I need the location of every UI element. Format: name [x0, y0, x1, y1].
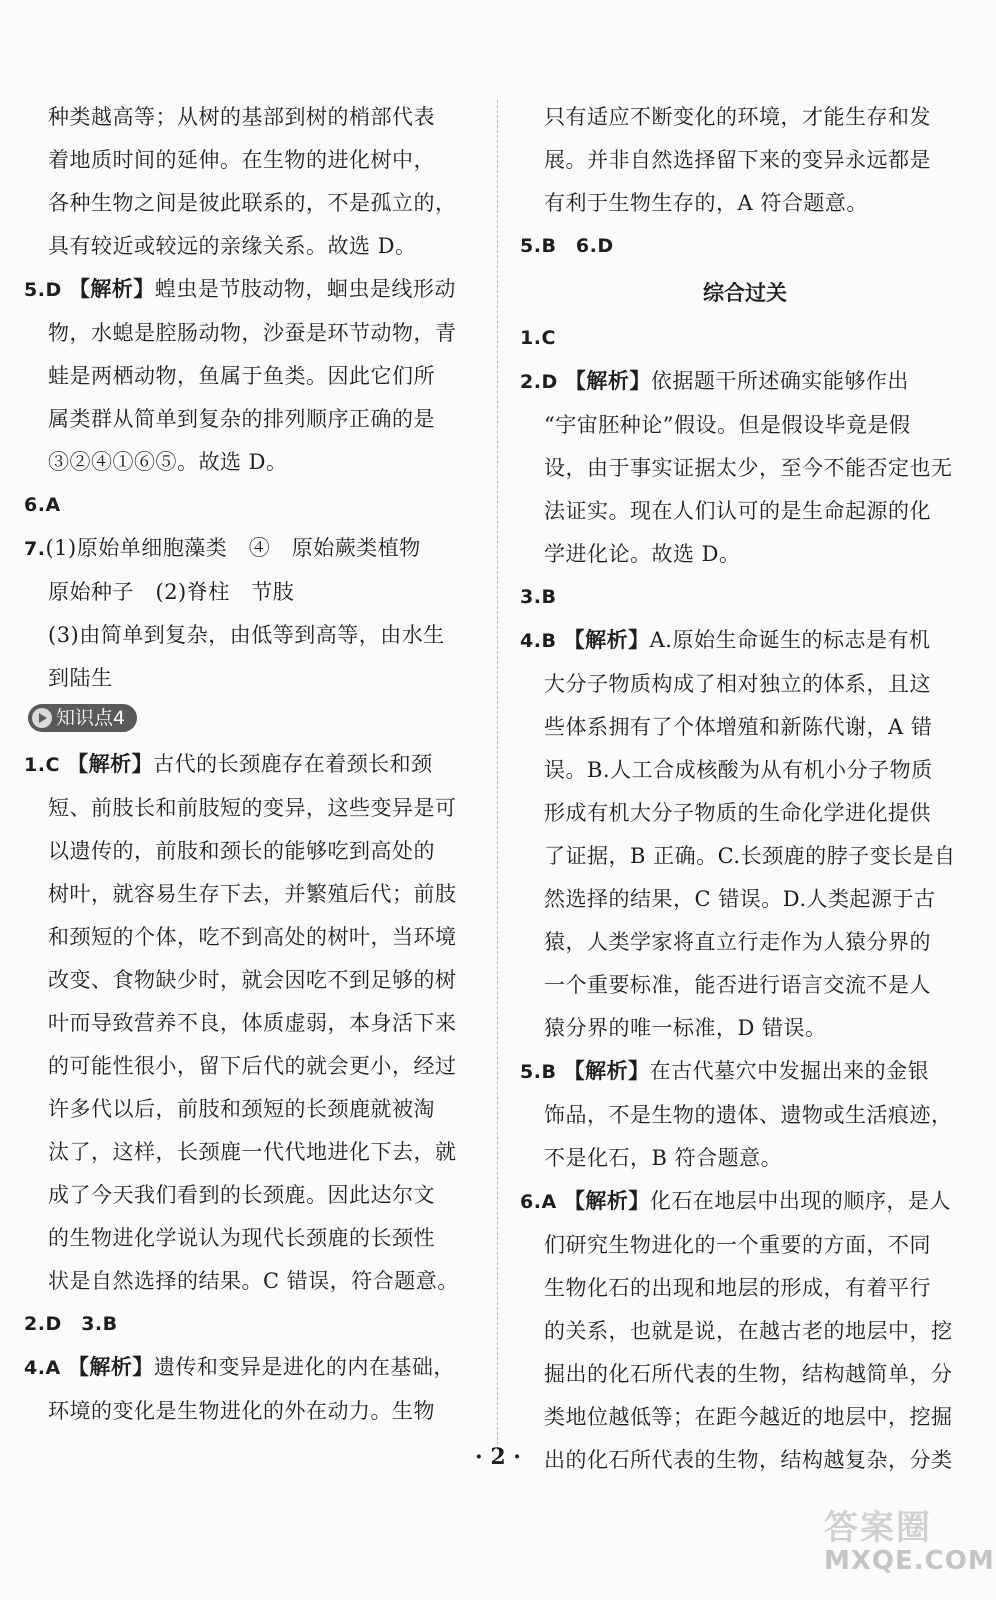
- answer-number: 6.A: [520, 1191, 557, 1213]
- text-line: 到陆生: [48, 666, 113, 690]
- text-line: 具有较近或较远的亲缘关系。故选 D。: [48, 234, 417, 258]
- text-line: 出的化石所代表的生物，结构越复杂，分类: [544, 1448, 953, 1472]
- answer-number: 1.C: [24, 754, 60, 776]
- text-line: 树叶，就容易生存下去，并繁殖后代；前肢: [48, 882, 457, 906]
- text-line: 许多代以后，前肢和颈短的长颈鹿就被淘: [48, 1097, 435, 1121]
- text-line: (3)由简单到复杂，由低等到高等，由水生: [48, 623, 445, 647]
- answer-item-7: [24, 527, 480, 571]
- answer-item-z6: [520, 1180, 970, 1224]
- text-line: ③②④①⑥⑤。故选 D。: [48, 450, 288, 474]
- text-line: 然选择的结果，C 错误。D.人类起源于古: [544, 887, 936, 911]
- answer-item-k1: [24, 743, 480, 787]
- text-line: “宇宙胚种论”假设。但是假设毕竟是假: [544, 413, 911, 437]
- text-line: 种类越高等；从树的基部到树的梢部代表: [48, 105, 435, 129]
- text-line: 着地质时间的延伸。在生物的进化树中，: [48, 148, 435, 172]
- text-line: 的关系，也就是说，在越古老的地层中，挖: [544, 1319, 953, 1343]
- text-line: 类地位越低等；在距今越近的地层中，挖掘: [544, 1405, 953, 1429]
- answer-number: 4.A: [24, 1357, 61, 1379]
- answer-item-6: 6.A: [24, 494, 61, 516]
- text-line: 大分子物质构成了相对独立的体系，且这: [544, 672, 931, 696]
- answer-text: 化石在地层中出现的顺序，是人: [649, 1189, 951, 1213]
- text-line: 饰品，不是生物的遗体、遗物或生活痕迹，: [544, 1103, 953, 1127]
- text-line: 蛙是两栖动物，鱼属于鱼类。因此它们所: [48, 364, 435, 388]
- text-line: 物，水螅是腔肠动物，沙蚕是环节动物，青: [48, 321, 457, 345]
- answer-text: A.原始生命诞生的标志是有机: [649, 628, 931, 652]
- answer-item-z3: 3.B: [520, 586, 557, 608]
- analysis-tag: 【解析】: [68, 277, 155, 301]
- text-line: 环境的变化是生物进化的外在动力。生物: [48, 1399, 435, 1423]
- text-line: 学进化论。故选 D。: [544, 542, 741, 566]
- text-line: 形成有机大分子物质的生命化学进化提供: [544, 801, 931, 825]
- answer-number: 5.B: [520, 1061, 557, 1083]
- watermark-logo: [824, 1508, 995, 1580]
- answer-number: 5.D: [24, 279, 62, 301]
- text-line: 短、前肢长和前肢短的变异，这些变异是可: [48, 796, 457, 820]
- right-column: [520, 96, 970, 1482]
- text-line: 属类群从简单到复杂的排列顺序正确的是: [48, 407, 435, 431]
- left-column: [24, 96, 480, 1433]
- text-line: 改变、食物缺少时，就会因吃不到足够的树: [48, 968, 457, 992]
- text-line: 展。并非自然选择留下来的变异永远都是: [544, 148, 931, 172]
- page-number: · 2 ·: [475, 1444, 521, 1470]
- text-line: 设，由于事实证据太少，至今不能否定也无: [544, 456, 953, 480]
- answer-text: 蝗虫是节肢动物，蛔虫是线形动: [154, 277, 456, 301]
- text-line: 一个重要标准，能否进行语言交流不是人: [544, 973, 931, 997]
- answer-text: 在古代墓穴中发掘出来的金银: [649, 1059, 930, 1083]
- answer-item-z4: [520, 619, 970, 663]
- answer-item-z1: 1.C: [520, 327, 556, 349]
- analysis-tag: 【解析】: [564, 369, 651, 393]
- section-badge: [28, 704, 137, 732]
- answer-text: (1)原始单细胞藻类 ④ 原始蕨类植物: [45, 536, 421, 560]
- analysis-tag: 【解析】: [563, 1189, 650, 1213]
- analysis-tag: 【解析】: [563, 628, 650, 652]
- analysis-tag: 【解析】: [67, 752, 154, 776]
- text-line: 的可能性很小，留下后代的就会更小，经过: [48, 1054, 457, 1078]
- text-line: 掘出的化石所代表的生物，结构越简单，分: [544, 1362, 953, 1386]
- text-line: 成了今天我们看到的长颈鹿。因此达尔文: [48, 1183, 435, 1207]
- answer-number: 4.B: [520, 630, 557, 652]
- text-line: 和颈短的个体，吃不到高处的树叶，当环境: [48, 925, 457, 949]
- text-line: 有利于生物生存的，A 符合题意。: [544, 191, 868, 215]
- text-line: 各种生物之间是彼此联系的，不是孤立的，: [48, 191, 457, 215]
- column-divider: [497, 100, 498, 1450]
- watermark-bottom: MXQE.COM: [824, 1546, 995, 1576]
- text-line: 法证实。现在人们认可的是生命起源的化: [544, 499, 931, 523]
- section-title: 综合过关: [703, 281, 787, 305]
- text-line: 汰了，这样，长颈鹿一代代地进化下去，就: [48, 1140, 457, 1164]
- answer-number: 7.: [24, 538, 46, 560]
- text-line: 了证据，B 正确。C.长颈鹿的脖子变长是自: [544, 844, 956, 868]
- answer-item-k4: [24, 1346, 480, 1390]
- answer-text: 古代的长颈鹿存在着颈长和颈: [153, 752, 433, 776]
- text-line: 只有适应不断变化的环境，才能生存和发: [544, 105, 931, 129]
- answer-item-k56: 5.B 6.D: [520, 235, 614, 257]
- text-line: 些体系拥有了个体增殖和新陈代谢，A 错: [544, 715, 933, 739]
- text-line: 以遗传的，前肢和颈长的能够吃到高处的: [48, 839, 435, 863]
- play-icon: [32, 708, 52, 728]
- text-line: 误。B.人工合成核酸为从有机小分子物质: [544, 758, 933, 782]
- text-line: 不是化石，B 符合题意。: [544, 1146, 783, 1170]
- analysis-tag: 【解析】: [67, 1355, 154, 1379]
- text-line: 猿分界的唯一标准，D 错误。: [544, 1016, 827, 1040]
- answer-text: 遗传和变异是进化的内在基础，: [153, 1355, 455, 1379]
- answer-item-5: [24, 268, 480, 312]
- answer-item-z5: [520, 1050, 970, 1094]
- text-line: 叶而导致营养不良，体质虚弱，本身活下来: [48, 1011, 457, 1035]
- text-line: 状是自然选择的结果。C 错误，符合题意。: [48, 1269, 459, 1293]
- watermark-top: 答案圈: [824, 1508, 932, 1548]
- text-line: 的生物进化学说认为现代长颈鹿的长颈性: [48, 1226, 435, 1250]
- text-line: 猿，人类学家将直立行走作为人猿分界的: [544, 930, 931, 954]
- badge-label: 知识点4: [56, 707, 126, 729]
- answer-item-k23: 2.D 3.B: [24, 1313, 118, 1335]
- answer-item-z2: [520, 360, 970, 404]
- answer-text: 依据题干所述确实能够作出: [650, 369, 909, 393]
- answer-number: 2.D: [520, 371, 558, 393]
- analysis-tag: 【解析】: [563, 1059, 650, 1083]
- text-line: 原始种子 (2)脊柱 节肢: [48, 580, 295, 604]
- text-line: 生物化石的出现和地层的形成，有着平行: [544, 1276, 931, 1300]
- text-line: 们研究生物进化的一个重要的方面，不同: [544, 1233, 931, 1257]
